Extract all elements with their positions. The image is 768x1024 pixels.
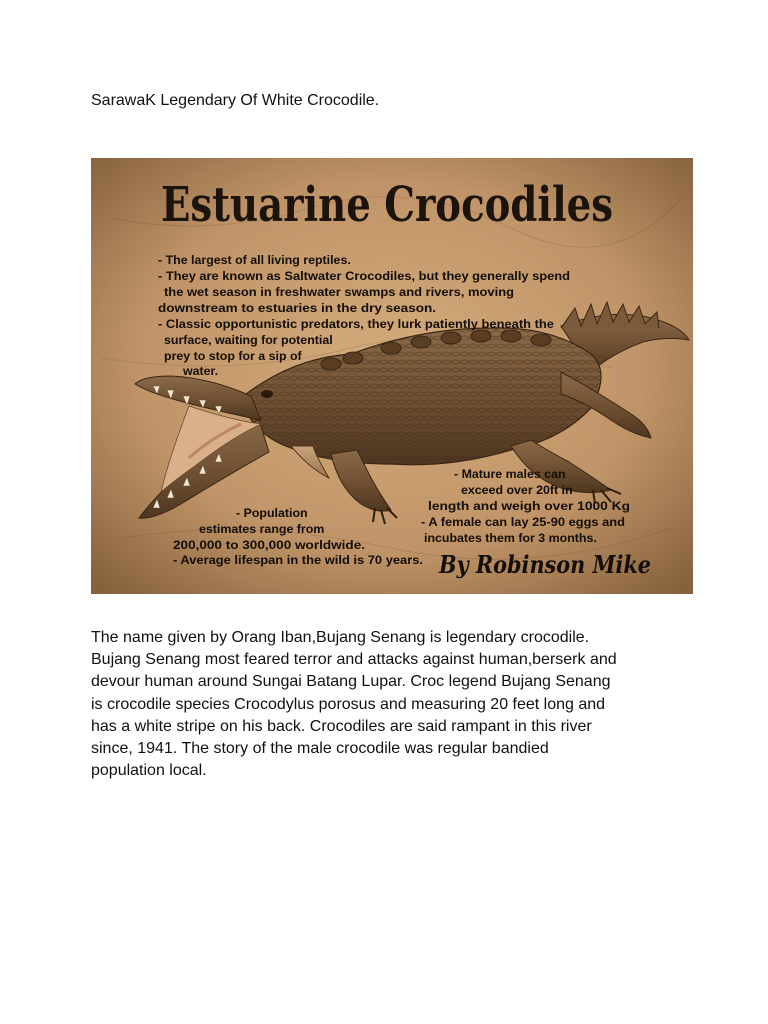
poster-fact-line: incubates them for 3 months.	[424, 531, 597, 545]
body-line: population local.	[91, 762, 207, 780]
poster-fact-line: surface, waiting for potential	[164, 333, 333, 347]
poster-heading: Estuarine Crocodiles	[161, 177, 613, 233]
poster-fact-line: 200,000 to 300,000 worldwide.	[173, 538, 365, 552]
poster-fact-line: - They are known as Saltwater Crocodiles, but they generally spend	[158, 269, 570, 283]
poster-signature: By Robinson Mike	[438, 550, 651, 579]
body-paragraph	[91, 627, 691, 782]
body-line: Bujang Senang most feared terror and attacks against human,berserk and	[91, 651, 617, 669]
body-line: has a white stripe on his back. Crocodiles are said rampant in this river	[91, 717, 592, 735]
poster-fact-line: - A female can lay 25-90 eggs and	[421, 515, 625, 529]
poster-fact-line: prey to stop for a sip of	[164, 349, 302, 363]
poster-fact-line: the wet season in freshwater swamps and rivers, moving	[164, 285, 514, 299]
poster-fact-line: - Classic opportunistic predators, they lurk patiently beneath the	[158, 317, 555, 331]
body-line: is crocodile species Crocodylus porosus and measuring 20 feet long and	[91, 695, 606, 713]
document-title: SarawaK Legendary Of White Crocodile.	[91, 92, 380, 109]
poster-fact-line: - Average lifespan in the wild is 70 years.	[173, 553, 423, 567]
poster-fact-line: length and weigh over 1000 Kg	[428, 499, 630, 513]
poster-fact-line: estimates range from	[199, 522, 325, 536]
poster-fact-line: - Mature males can	[454, 467, 566, 481]
poster-fact-line: exceed over 20ft in	[461, 483, 573, 497]
poster-fact-line: - The largest of all living reptiles.	[158, 253, 351, 267]
poster-fact-line: water.	[183, 364, 219, 378]
poster-fact-line: - Population	[236, 506, 308, 520]
crocodile-eye	[261, 390, 273, 398]
body-line: devour human around Sungai Batang Lupar. Croc legend Bujang Senang	[91, 673, 611, 691]
crocodile-poster-image	[91, 158, 693, 594]
body-line: The name given by Orang Iban,Bujang Senang is legendary crocodile.	[91, 629, 590, 646]
poster-fact-line: downstream to estuaries in the dry season.	[158, 301, 436, 315]
body-line: since, 1941. The story of the male crocodile was regular bandied	[91, 740, 549, 758]
